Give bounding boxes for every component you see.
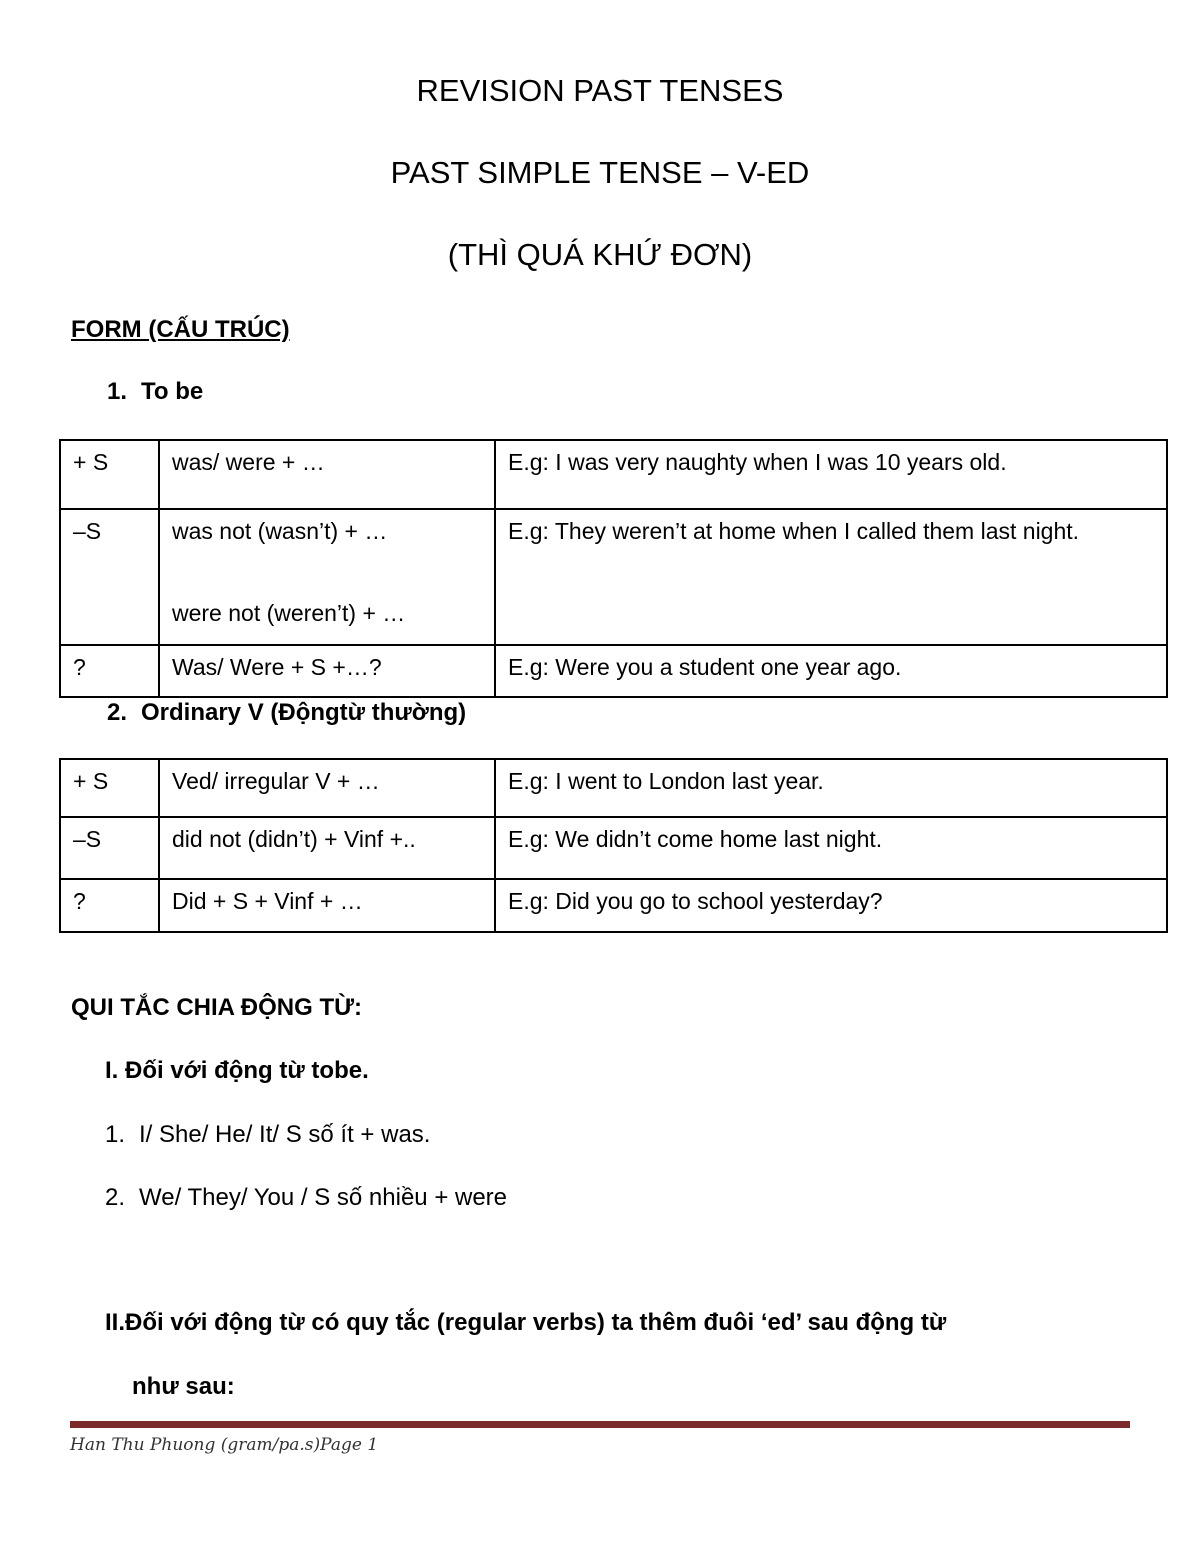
example-cell: E.g: Were you a student one year ago.: [495, 645, 1167, 697]
example-cell: E.g: I went to London last year.: [495, 759, 1167, 817]
sign-cell: –S: [60, 817, 159, 879]
form-cell: was/ were + …: [159, 440, 495, 509]
table-row: [60, 509, 1167, 645]
section-to-be: [107, 377, 203, 407]
example-cell: E.g: Did you go to school yesterday?: [495, 879, 1167, 932]
section-ordinary-verb: [107, 698, 466, 728]
rule-regular-verbs-heading: II.Đối với động từ có quy tắc (regular verbs) ta thêm đuôi ‘ed’ sau động từ: [105, 1309, 947, 1336]
ordinary-verb-table: [59, 758, 1168, 933]
item-text: I/ She/ He/ It/ S số ít + was.: [139, 1121, 431, 1148]
table-row: [60, 817, 1167, 879]
form-cell: Ved/ irregular V + …: [159, 759, 495, 817]
form-cell: [159, 509, 495, 645]
form-cell: did not (didn’t) + Vinf +..: [159, 817, 495, 879]
to-be-table: [59, 439, 1168, 698]
example-text: E.g: They weren’t at home when I called them last night.: [508, 518, 1080, 544]
rule-tobe-heading: I. Đối với động từ tobe.: [105, 1057, 369, 1084]
form-line: was not (wasn’t) + …: [172, 518, 388, 544]
section-label: To be: [141, 378, 204, 405]
table-row: [60, 879, 1167, 932]
form-cell: Did + S + Vinf + …: [159, 879, 495, 932]
footer-divider: [70, 1421, 1130, 1428]
rule-regular-verbs-continued: như sau:: [132, 1373, 235, 1400]
document-title: REVISION PAST TENSES: [416, 73, 784, 108]
table-row: [60, 645, 1167, 697]
sign-cell: –S: [60, 509, 159, 645]
table-row: [60, 759, 1167, 817]
sign-cell: ?: [60, 879, 159, 932]
form-cell: Was/ Were + S +…?: [159, 645, 495, 697]
rules-heading: QUI TẮC CHIA ĐỘNG TỪ:: [71, 994, 362, 1021]
vietnamese-title: (THÌ QUÁ KHỨ ĐƠN): [447, 237, 753, 272]
item-number: 2.: [105, 1184, 126, 1211]
form-heading: FORM (CẤU TRÚC): [71, 316, 290, 343]
section-number: 2.: [107, 699, 128, 726]
item-text: We/ They/ You / S số nhiều + were: [139, 1184, 508, 1211]
list-item: [105, 1183, 507, 1213]
form-line: were not (weren’t) + …: [172, 600, 406, 626]
list-item: [105, 1120, 430, 1150]
tense-title: PAST SIMPLE TENSE – V-ED: [390, 155, 810, 190]
page-footer: Han Thu Phuong (gram/pa.s)Page 1: [70, 1435, 379, 1455]
section-label: Ordinary V (Độngtừ thường): [141, 699, 467, 726]
sign-cell: ?: [60, 645, 159, 697]
sign-cell: + S: [60, 440, 159, 509]
example-cell: [495, 509, 1167, 645]
item-number: 1.: [105, 1121, 126, 1148]
section-number: 1.: [107, 378, 128, 405]
example-cell: E.g: I was very naughty when I was 10 years old.: [495, 440, 1167, 509]
example-cell: E.g: We didn’t come home last night.: [495, 817, 1167, 879]
sign-cell: + S: [60, 759, 159, 817]
